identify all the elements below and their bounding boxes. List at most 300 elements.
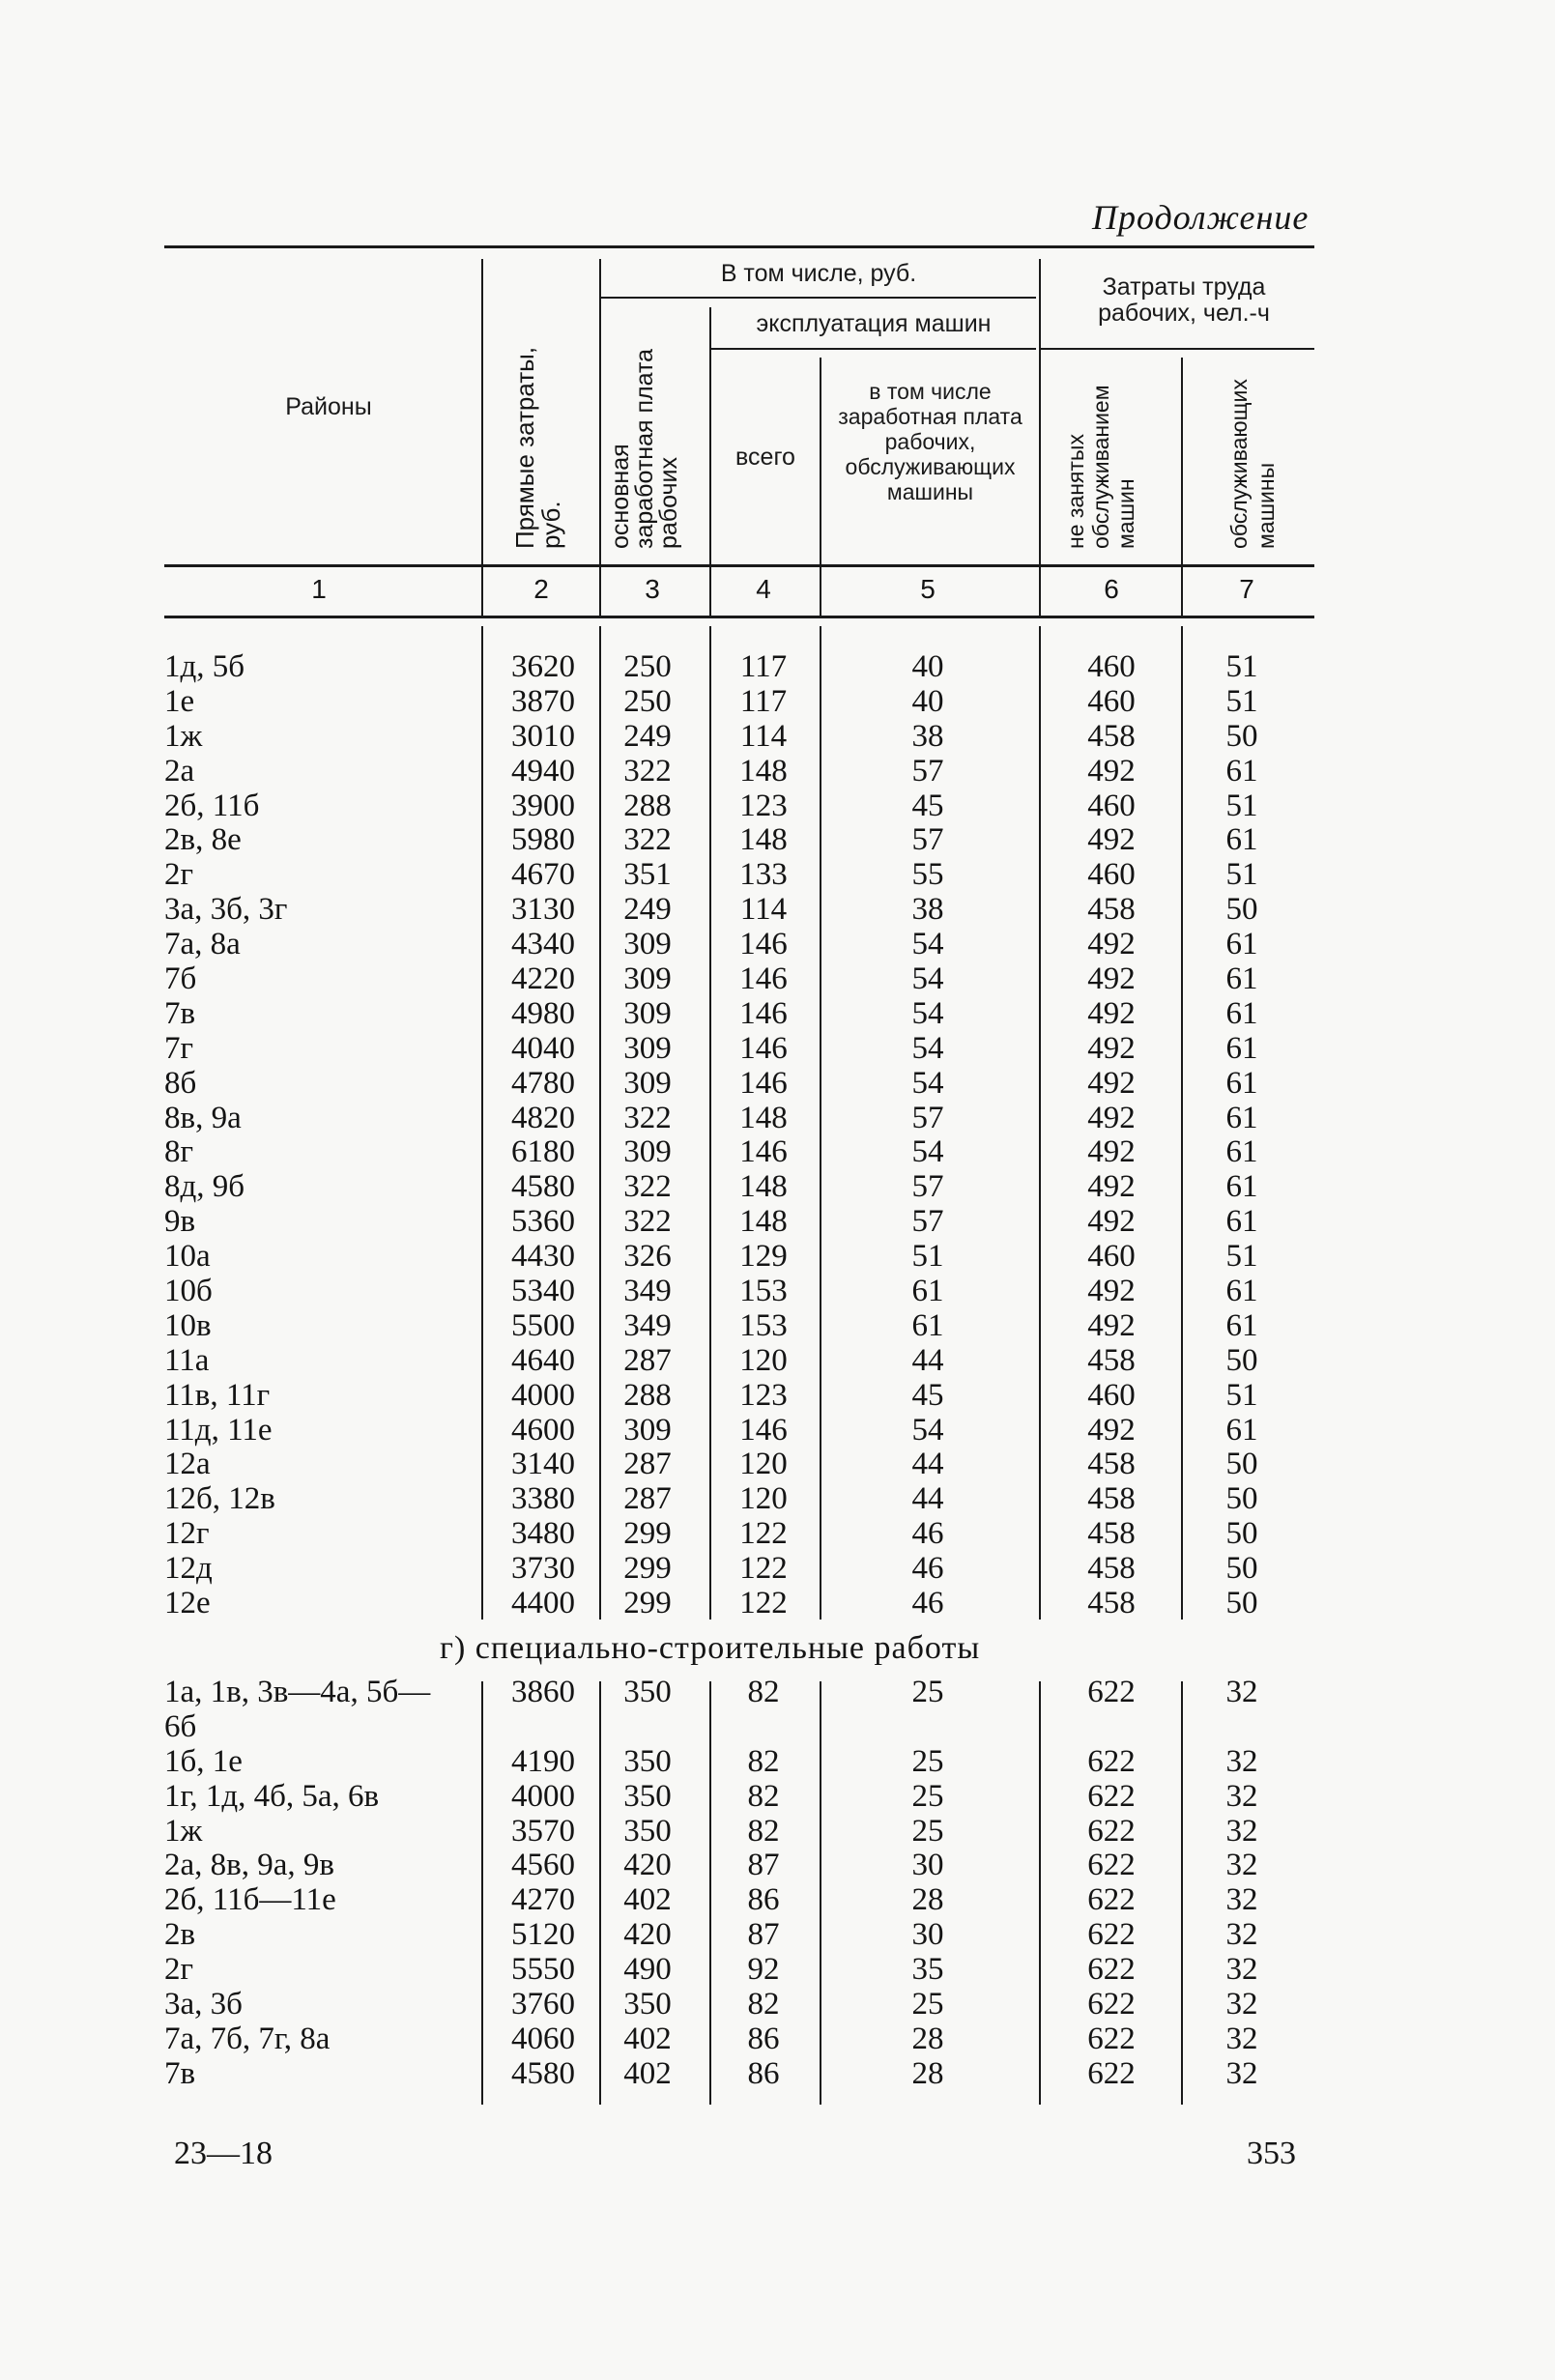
region-cell: 2а, 8в, 9а, 9в [164, 1848, 334, 1883]
value-cell-col4: 117 [739, 683, 788, 719]
value-cell-col2: 3870 [511, 683, 575, 719]
table-row [0, 1031, 1555, 1066]
value-cell-col3: 322 [623, 753, 672, 789]
value-cell-col7: 61 [1225, 1065, 1258, 1101]
table-row [0, 1952, 1555, 1987]
header-labor: Затраты труда рабочих, чел.-ч [1098, 273, 1270, 327]
value-cell-col3: 326 [623, 1239, 672, 1275]
value-cell-col6: 622 [1087, 1778, 1136, 1814]
header-vline-5 [1039, 259, 1041, 617]
header-regions: Районы [285, 393, 372, 420]
value-cell-col4: 120 [739, 1447, 788, 1482]
region-cell: 2г [164, 1952, 194, 1988]
value-cell-col5: 54 [911, 1065, 944, 1101]
value-cell-col5: 57 [911, 1204, 944, 1240]
value-cell-col4: 123 [739, 788, 788, 823]
value-cell-col3: 322 [623, 822, 672, 858]
value-cell-col5: 25 [911, 1813, 944, 1849]
colnum-7: 7 [1239, 574, 1254, 604]
value-cell-col3: 249 [623, 718, 672, 754]
value-cell-col7: 50 [1225, 1447, 1258, 1482]
table-row [0, 1308, 1555, 1343]
region-cell: 3а, 3б [164, 1986, 243, 2022]
value-cell-col4: 146 [739, 1412, 788, 1448]
region-cell: 7а, 7б, 7г, 8а [164, 2021, 331, 2056]
value-cell-col4: 146 [739, 927, 788, 962]
value-cell-col7: 32 [1225, 1813, 1258, 1849]
value-cell-col7: 50 [1225, 1342, 1258, 1378]
value-cell-col2: 3760 [511, 1986, 575, 2022]
value-cell-col7: 61 [1225, 961, 1258, 997]
value-cell-col4: 146 [739, 961, 788, 997]
value-cell-col2: 5550 [511, 1952, 575, 1988]
value-cell-col4: 87 [747, 1848, 780, 1883]
value-cell-col5: 54 [911, 1134, 944, 1170]
value-cell-col6: 622 [1087, 1917, 1136, 1953]
value-cell-col6: 460 [1087, 649, 1136, 684]
region-cell: 1д, 5б [164, 649, 245, 684]
value-cell-col4: 82 [747, 1674, 780, 1709]
value-cell-col6: 492 [1087, 961, 1136, 997]
value-cell-col6: 492 [1087, 1274, 1136, 1309]
value-cell-col5: 57 [911, 753, 944, 789]
header-total: всего [735, 444, 795, 471]
value-cell-col5: 57 [911, 1100, 944, 1135]
value-cell-col7: 50 [1225, 1551, 1258, 1587]
table-top-rule [164, 245, 1314, 248]
region-cell: 2в, 8е [164, 822, 242, 858]
value-cell-col5: 46 [911, 1516, 944, 1552]
value-cell-col3: 350 [623, 1743, 672, 1779]
value-cell-col2: 4340 [511, 927, 575, 962]
value-cell-col5: 46 [911, 1586, 944, 1621]
table-row [0, 1447, 1555, 1481]
region-cell: 1ж [164, 1813, 203, 1849]
value-cell-col5: 28 [911, 1882, 944, 1918]
region-cell: 7в [164, 995, 196, 1031]
value-cell-col7: 32 [1225, 1986, 1258, 2022]
value-cell-col7: 32 [1225, 1952, 1258, 1988]
value-cell-col7: 32 [1225, 2021, 1258, 2056]
value-cell-col6: 622 [1087, 1674, 1136, 1709]
value-cell-col3: 402 [623, 2055, 672, 2091]
value-cell-col6: 492 [1087, 1307, 1136, 1343]
value-cell-col5: 38 [911, 892, 944, 928]
machine-ops-underline [711, 348, 1036, 350]
value-cell-col2: 4060 [511, 2021, 575, 2056]
value-cell-col2: 4400 [511, 1586, 575, 1621]
value-cell-col7: 61 [1225, 1030, 1258, 1066]
region-cell: 12б, 12в [164, 1481, 275, 1517]
value-cell-col2: 4780 [511, 1065, 575, 1101]
value-cell-col2: 4270 [511, 1882, 575, 1918]
value-cell-col3: 322 [623, 1169, 672, 1205]
value-cell-col6: 622 [1087, 1743, 1136, 1779]
header-vline-4 [820, 358, 821, 617]
value-cell-col7: 51 [1225, 649, 1258, 684]
including-underline [601, 297, 1036, 299]
colnum-bottom-rule [164, 616, 1314, 618]
region-cell: 1а, 1в, 3в—4а, 5б—6б [164, 1674, 431, 1744]
value-cell-col7: 51 [1225, 1377, 1258, 1413]
header-incl-machine-wages: в том числе заработная плата рабочих, обслуживающих машины [838, 379, 1022, 504]
header-machine-ops: эксплуатация машин [756, 310, 992, 337]
value-cell-col6: 492 [1087, 1100, 1136, 1135]
value-cell-col3: 299 [623, 1551, 672, 1587]
value-cell-col2: 4670 [511, 857, 575, 893]
value-cell-col7: 50 [1225, 1516, 1258, 1552]
value-cell-col7: 61 [1225, 1274, 1258, 1309]
value-cell-col7: 61 [1225, 995, 1258, 1031]
value-cell-col5: 54 [911, 1030, 944, 1066]
table-row [0, 1779, 1555, 1814]
value-cell-col7: 51 [1225, 1239, 1258, 1275]
value-cell-col5: 45 [911, 1377, 944, 1413]
region-cell: 7г [164, 1030, 194, 1066]
table-row [0, 892, 1555, 927]
value-cell-col6: 492 [1087, 1030, 1136, 1066]
region-cell: 8б [164, 1065, 197, 1101]
value-cell-col2: 3010 [511, 718, 575, 754]
table-row [0, 961, 1555, 996]
value-cell-col5: 54 [911, 927, 944, 962]
value-cell-col6: 460 [1087, 788, 1136, 823]
value-cell-col5: 25 [911, 1778, 944, 1814]
region-cell: 2б, 11б [164, 788, 260, 823]
colnum-3: 3 [645, 574, 660, 604]
table-row [0, 649, 1555, 684]
value-cell-col3: 402 [623, 2021, 672, 2056]
header-direct-costs: Прямые затраты, руб. [510, 346, 565, 549]
region-cell: 12д [164, 1551, 213, 1587]
value-cell-col4: 120 [739, 1342, 788, 1378]
value-cell-col6: 460 [1087, 683, 1136, 719]
region-cell: 12е [164, 1586, 211, 1621]
table-row [0, 1274, 1555, 1308]
value-cell-col3: 350 [623, 1674, 672, 1709]
value-cell-col6: 492 [1087, 1204, 1136, 1240]
value-cell-col7: 50 [1225, 1586, 1258, 1621]
rows-section-a [0, 649, 1555, 1620]
value-cell-col6: 492 [1087, 995, 1136, 1031]
value-cell-col4: 123 [739, 1377, 788, 1413]
value-cell-col4: 117 [739, 649, 788, 684]
region-cell: 9в [164, 1204, 196, 1240]
value-cell-col7: 32 [1225, 1882, 1258, 1918]
table-row [0, 1848, 1555, 1882]
region-cell: 7б [164, 961, 197, 997]
value-cell-col6: 492 [1087, 753, 1136, 789]
value-cell-col3: 299 [623, 1586, 672, 1621]
value-cell-col5: 30 [911, 1917, 944, 1953]
value-cell-col5: 25 [911, 1986, 944, 2022]
table-row [0, 719, 1555, 754]
value-cell-col4: 120 [739, 1481, 788, 1517]
value-cell-col3: 288 [623, 1377, 672, 1413]
table-row [0, 1917, 1555, 1952]
value-cell-col3: 322 [623, 1100, 672, 1135]
labor-underline [1041, 348, 1314, 350]
value-cell-col3: 309 [623, 1030, 672, 1066]
value-cell-col4: 133 [739, 857, 788, 893]
table-row [0, 1378, 1555, 1413]
value-cell-col5: 44 [911, 1447, 944, 1482]
value-cell-col2: 6180 [511, 1134, 575, 1170]
value-cell-col2: 3620 [511, 649, 575, 684]
value-cell-col7: 32 [1225, 1917, 1258, 1953]
value-cell-col5: 40 [911, 649, 944, 684]
table-row [0, 1343, 1555, 1378]
value-cell-col5: 35 [911, 1952, 944, 1988]
header-not-serving: не занятых обслуживанием машин [1063, 385, 1138, 549]
value-cell-col7: 61 [1225, 1100, 1258, 1135]
value-cell-col7: 61 [1225, 1134, 1258, 1170]
table-row [0, 1744, 1555, 1779]
value-cell-col5: 44 [911, 1481, 944, 1517]
value-cell-col4: 153 [739, 1274, 788, 1309]
value-cell-col4: 148 [739, 822, 788, 858]
value-cell-col5: 25 [911, 1743, 944, 1779]
value-cell-col6: 492 [1087, 1134, 1136, 1170]
value-cell-col5: 40 [911, 683, 944, 719]
colnum-2: 2 [533, 574, 549, 604]
value-cell-col3: 250 [623, 649, 672, 684]
value-cell-col2: 3570 [511, 1813, 575, 1849]
region-cell: 11д, 11е [164, 1412, 273, 1448]
continuation-label: Продолжение [1092, 198, 1310, 237]
table-row [0, 789, 1555, 823]
value-cell-col6: 622 [1087, 1848, 1136, 1883]
value-cell-col2: 3140 [511, 1447, 575, 1482]
table-row [0, 996, 1555, 1031]
value-cell-col4: 82 [747, 1986, 780, 2022]
value-cell-col2: 4580 [511, 1169, 575, 1205]
table-row [0, 1987, 1555, 2022]
value-cell-col4: 82 [747, 1743, 780, 1779]
colnum-6: 6 [1104, 574, 1119, 604]
value-cell-col3: 288 [623, 788, 672, 823]
value-cell-col6: 622 [1087, 2021, 1136, 2056]
value-cell-col2: 5340 [511, 1274, 575, 1309]
value-cell-col5: 30 [911, 1848, 944, 1883]
region-cell: 1ж [164, 718, 203, 754]
table-row [0, 1675, 1555, 1744]
header-base-wages: основная заработная плата рабочих [607, 348, 682, 549]
value-cell-col5: 45 [911, 788, 944, 823]
value-cell-col6: 622 [1087, 1882, 1136, 1918]
value-cell-col4: 129 [739, 1239, 788, 1275]
value-cell-col6: 460 [1087, 1377, 1136, 1413]
value-cell-col6: 492 [1087, 822, 1136, 858]
value-cell-col6: 460 [1087, 857, 1136, 893]
value-cell-col3: 309 [623, 1412, 672, 1448]
region-cell: 1г, 1д, 4б, 5а, 6в [164, 1778, 380, 1814]
value-cell-col6: 492 [1087, 1169, 1136, 1205]
value-cell-col6: 622 [1087, 1952, 1136, 1988]
region-cell: 7а, 8а [164, 927, 241, 962]
value-cell-col7: 50 [1225, 1481, 1258, 1517]
value-cell-col7: 32 [1225, 1778, 1258, 1814]
value-cell-col7: 51 [1225, 857, 1258, 893]
value-cell-col3: 322 [623, 1204, 672, 1240]
value-cell-col6: 460 [1087, 1239, 1136, 1275]
region-cell: 11а [164, 1342, 210, 1378]
value-cell-col7: 61 [1225, 1307, 1258, 1343]
value-cell-col2: 3130 [511, 892, 575, 928]
value-cell-col3: 351 [623, 857, 672, 893]
colnum-1: 1 [311, 574, 327, 604]
value-cell-col6: 458 [1087, 1516, 1136, 1552]
value-cell-col6: 458 [1087, 718, 1136, 754]
value-cell-col2: 4600 [511, 1412, 575, 1448]
colnum-4: 4 [756, 574, 771, 604]
region-cell: 2б, 11б—11е [164, 1882, 336, 1918]
value-cell-col3: 287 [623, 1481, 672, 1517]
value-cell-col5: 61 [911, 1274, 944, 1309]
table-row [0, 1814, 1555, 1849]
region-cell: 3а, 3б, 3г [164, 892, 288, 928]
value-cell-col4: 153 [739, 1307, 788, 1343]
value-cell-col4: 122 [739, 1586, 788, 1621]
table-row [0, 927, 1555, 961]
table-row [0, 1239, 1555, 1274]
value-cell-col4: 86 [747, 2021, 780, 2056]
region-cell: 10б [164, 1274, 213, 1309]
value-cell-col7: 61 [1225, 1412, 1258, 1448]
header-vline-1 [481, 259, 483, 617]
value-cell-col4: 86 [747, 2055, 780, 2091]
value-cell-col3: 249 [623, 892, 672, 928]
value-cell-col3: 250 [623, 683, 672, 719]
table-row [0, 1481, 1555, 1516]
region-cell: 12г [164, 1516, 210, 1552]
table-row [0, 2056, 1555, 2091]
value-cell-col2: 3380 [511, 1481, 575, 1517]
value-cell-col2: 3480 [511, 1516, 575, 1552]
value-cell-col3: 309 [623, 1134, 672, 1170]
value-cell-col4: 146 [739, 1065, 788, 1101]
value-cell-col6: 458 [1087, 1447, 1136, 1482]
value-cell-col2: 4580 [511, 2055, 575, 2091]
table-row [0, 684, 1555, 719]
value-cell-col2: 3730 [511, 1551, 575, 1587]
region-cell: 2а [164, 753, 195, 789]
value-cell-col5: 57 [911, 822, 944, 858]
value-cell-col4: 82 [747, 1778, 780, 1814]
value-cell-col7: 32 [1225, 1743, 1258, 1779]
value-cell-col7: 32 [1225, 1674, 1258, 1709]
value-cell-col3: 402 [623, 1882, 672, 1918]
table-row [0, 1134, 1555, 1169]
value-cell-col5: 44 [911, 1342, 944, 1378]
value-cell-col6: 622 [1087, 2055, 1136, 2091]
value-cell-col4: 146 [739, 995, 788, 1031]
header-serving: обслуживающих машины [1226, 379, 1279, 549]
value-cell-col3: 420 [623, 1917, 672, 1953]
table-row [0, 1882, 1555, 1917]
value-cell-col6: 492 [1087, 1412, 1136, 1448]
table-row [0, 1586, 1555, 1620]
value-cell-col3: 309 [623, 1065, 672, 1101]
value-cell-col2: 4040 [511, 1030, 575, 1066]
value-cell-col2: 4430 [511, 1239, 575, 1275]
value-cell-col2: 3860 [511, 1674, 575, 1709]
table-row [0, 1204, 1555, 1239]
value-cell-col3: 287 [623, 1447, 672, 1482]
value-cell-col3: 287 [623, 1342, 672, 1378]
table-row [0, 2022, 1555, 2056]
value-cell-col3: 490 [623, 1952, 672, 1988]
table-row [0, 1066, 1555, 1101]
value-cell-col5: 46 [911, 1551, 944, 1587]
value-cell-col7: 61 [1225, 1169, 1258, 1205]
region-cell: 10а [164, 1239, 211, 1275]
value-cell-col7: 61 [1225, 822, 1258, 858]
value-cell-col4: 122 [739, 1551, 788, 1587]
value-cell-col2: 5360 [511, 1204, 575, 1240]
table-row [0, 1551, 1555, 1586]
region-cell: 7в [164, 2055, 196, 2091]
value-cell-col7: 61 [1225, 1204, 1258, 1240]
value-cell-col2: 4820 [511, 1100, 575, 1135]
table-row [0, 822, 1555, 857]
value-cell-col5: 61 [911, 1307, 944, 1343]
value-cell-col5: 38 [911, 718, 944, 754]
value-cell-col3: 349 [623, 1307, 672, 1343]
table-row [0, 754, 1555, 789]
region-cell: 8в, 9а [164, 1100, 242, 1135]
value-cell-col3: 349 [623, 1274, 672, 1309]
value-cell-col3: 309 [623, 927, 672, 962]
value-cell-col4: 86 [747, 1882, 780, 1918]
value-cell-col5: 28 [911, 2021, 944, 2056]
value-cell-col6: 622 [1087, 1986, 1136, 2022]
table-row [0, 1516, 1555, 1551]
value-cell-col4: 148 [739, 1204, 788, 1240]
value-cell-col5: 54 [911, 961, 944, 997]
table-body [0, 649, 1555, 2091]
table-row [0, 1101, 1555, 1135]
value-cell-col2: 3900 [511, 788, 575, 823]
value-cell-col6: 458 [1087, 1586, 1136, 1621]
value-cell-col7: 50 [1225, 892, 1258, 928]
value-cell-col3: 350 [623, 1986, 672, 2022]
region-cell: 8г [164, 1134, 194, 1170]
value-cell-col2: 4560 [511, 1848, 575, 1883]
region-cell: 2в [164, 1917, 196, 1953]
rows-section-b [0, 1675, 1555, 2091]
value-cell-col5: 25 [911, 1674, 944, 1709]
region-cell: 8д, 9б [164, 1169, 245, 1205]
value-cell-col5: 57 [911, 1169, 944, 1205]
value-cell-col2: 5120 [511, 1917, 575, 1953]
value-cell-col4: 82 [747, 1813, 780, 1849]
header-vline-6 [1181, 358, 1183, 617]
value-cell-col5: 28 [911, 2055, 944, 2091]
section-title: г) специально-строительные работы [440, 1629, 981, 1666]
value-cell-col7: 51 [1225, 683, 1258, 719]
value-cell-col3: 420 [623, 1848, 672, 1883]
region-cell: 12а [164, 1447, 211, 1482]
value-cell-col6: 458 [1087, 1342, 1136, 1378]
value-cell-col4: 146 [739, 1030, 788, 1066]
value-cell-col4: 146 [739, 1134, 788, 1170]
value-cell-col4: 92 [747, 1952, 780, 1988]
value-cell-col4: 114 [739, 892, 788, 928]
value-cell-col2: 5500 [511, 1307, 575, 1343]
value-cell-col4: 148 [739, 753, 788, 789]
value-cell-col6: 458 [1087, 892, 1136, 928]
